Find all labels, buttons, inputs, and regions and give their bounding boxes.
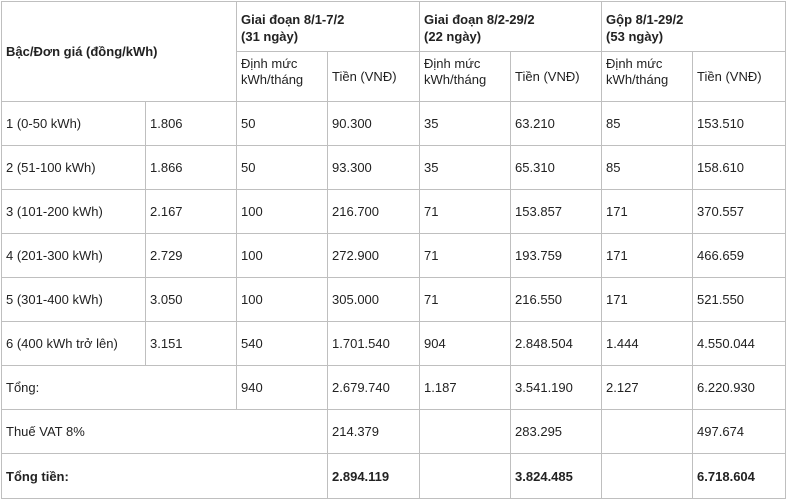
quota-cell: 940 bbox=[237, 366, 328, 410]
amount-subheader: Tiền (VNĐ) bbox=[693, 52, 786, 102]
table-row bbox=[2, 234, 786, 278]
vat-label: Thuế VAT 8% bbox=[2, 410, 328, 454]
quota-cell: 540 bbox=[237, 322, 328, 366]
quota-cell: 85 bbox=[602, 146, 693, 190]
amount-cell: 305.000 bbox=[328, 278, 420, 322]
header-row bbox=[2, 2, 786, 52]
tier-cell: 1 (0-50 kWh) bbox=[2, 102, 146, 146]
empty-cell bbox=[602, 454, 693, 499]
total-label: Tổng tiền: bbox=[2, 454, 328, 499]
quota-cell: 35 bbox=[420, 146, 511, 190]
tier-cell: 2 (51-100 kWh) bbox=[2, 146, 146, 190]
price-cell: 1.866 bbox=[146, 146, 237, 190]
table-row bbox=[2, 278, 786, 322]
amount-cell: 272.900 bbox=[328, 234, 420, 278]
empty-cell bbox=[420, 454, 511, 499]
vat-row bbox=[2, 410, 786, 454]
electricity-price-table bbox=[1, 1, 786, 499]
empty-cell bbox=[420, 410, 511, 454]
amount-cell: 158.610 bbox=[693, 146, 786, 190]
quota-cell: 50 bbox=[237, 146, 328, 190]
sum-label: Tổng: bbox=[2, 366, 237, 410]
quota-cell: 100 bbox=[237, 190, 328, 234]
quota-cell: 904 bbox=[420, 322, 511, 366]
quota-cell: 71 bbox=[420, 234, 511, 278]
sum-row bbox=[2, 366, 786, 410]
quota-cell: 2.127 bbox=[602, 366, 693, 410]
quota-subheader: Định mức kWh/tháng bbox=[237, 52, 328, 102]
amount-cell: 370.557 bbox=[693, 190, 786, 234]
period-2-header: Giai đoạn 8/2-29/2 (22 ngày) bbox=[420, 2, 602, 52]
amount-cell: 216.700 bbox=[328, 190, 420, 234]
vat-amount-cell: 497.674 bbox=[693, 410, 786, 454]
quota-cell: 71 bbox=[420, 190, 511, 234]
price-cell: 1.806 bbox=[146, 102, 237, 146]
amount-cell: 1.701.540 bbox=[328, 322, 420, 366]
quota-cell: 171 bbox=[602, 278, 693, 322]
table-row bbox=[2, 146, 786, 190]
amount-cell: 153.857 bbox=[511, 190, 602, 234]
table-row bbox=[2, 102, 786, 146]
quota-cell: 1.444 bbox=[602, 322, 693, 366]
period-1-header: Giai đoạn 8/1-7/2 (31 ngày) bbox=[237, 2, 420, 52]
amount-cell: 93.300 bbox=[328, 146, 420, 190]
price-cell: 2.167 bbox=[146, 190, 237, 234]
tier-cell: 6 (400 kWh trở lên) bbox=[2, 322, 146, 366]
amount-cell: 4.550.044 bbox=[693, 322, 786, 366]
quota-cell: 35 bbox=[420, 102, 511, 146]
amount-cell: 3.541.190 bbox=[511, 366, 602, 410]
price-cell: 3.050 bbox=[146, 278, 237, 322]
total-row bbox=[2, 454, 786, 499]
total-amount-cell: 2.894.119 bbox=[328, 454, 420, 499]
amount-cell: 6.220.930 bbox=[693, 366, 786, 410]
total-amount-cell: 6.718.604 bbox=[693, 454, 786, 499]
vat-amount-cell: 214.379 bbox=[328, 410, 420, 454]
quota-subheader: Định mức kWh/tháng bbox=[420, 52, 511, 102]
table-row bbox=[2, 322, 786, 366]
quota-cell: 85 bbox=[602, 102, 693, 146]
amount-subheader: Tiền (VNĐ) bbox=[328, 52, 420, 102]
corner-header: Bậc/Đơn giá (đồng/kWh) bbox=[2, 2, 237, 102]
quota-cell: 171 bbox=[602, 190, 693, 234]
quota-subheader: Định mức kWh/tháng bbox=[602, 52, 693, 102]
amount-cell: 90.300 bbox=[328, 102, 420, 146]
period-combined-header: Gộp 8/1-29/2 (53 ngày) bbox=[602, 2, 786, 52]
amount-cell: 63.210 bbox=[511, 102, 602, 146]
table-row bbox=[2, 190, 786, 234]
quota-cell: 1.187 bbox=[420, 366, 511, 410]
empty-cell bbox=[602, 410, 693, 454]
amount-cell: 193.759 bbox=[511, 234, 602, 278]
tier-cell: 3 (101-200 kWh) bbox=[2, 190, 146, 234]
tier-cell: 4 (201-300 kWh) bbox=[2, 234, 146, 278]
amount-cell: 466.659 bbox=[693, 234, 786, 278]
amount-cell: 153.510 bbox=[693, 102, 786, 146]
vat-amount-cell: 283.295 bbox=[511, 410, 602, 454]
quota-cell: 100 bbox=[237, 234, 328, 278]
price-cell: 3.151 bbox=[146, 322, 237, 366]
price-cell: 2.729 bbox=[146, 234, 237, 278]
amount-cell: 2.679.740 bbox=[328, 366, 420, 410]
total-amount-cell: 3.824.485 bbox=[511, 454, 602, 499]
quota-cell: 171 bbox=[602, 234, 693, 278]
amount-subheader: Tiền (VNĐ) bbox=[511, 52, 602, 102]
quota-cell: 100 bbox=[237, 278, 328, 322]
amount-cell: 216.550 bbox=[511, 278, 602, 322]
amount-cell: 2.848.504 bbox=[511, 322, 602, 366]
amount-cell: 521.550 bbox=[693, 278, 786, 322]
quota-cell: 50 bbox=[237, 102, 328, 146]
quota-cell: 71 bbox=[420, 278, 511, 322]
amount-cell: 65.310 bbox=[511, 146, 602, 190]
tier-cell: 5 (301-400 kWh) bbox=[2, 278, 146, 322]
